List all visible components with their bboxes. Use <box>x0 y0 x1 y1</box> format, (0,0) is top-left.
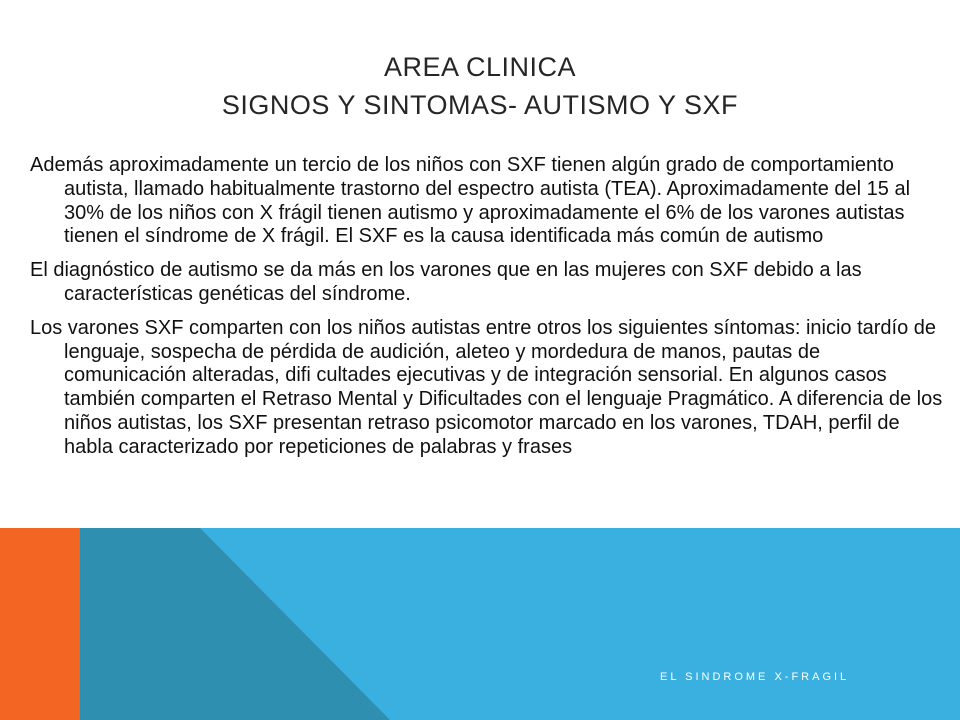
title-line-2: SIGNOS Y SINTOMAS- AUTISMO Y SXF <box>221 90 739 120</box>
title-line-1: AREA CLINICA <box>383 52 577 82</box>
paragraph-3: Los varones SXF comparten con los niños autistas entre otros los siguientes síntomas: inicio tardío de lenguaje, sospecha de pérdida de audición, aleteo y mordedura de manos, pautas de comunicación alteradas, difi cultades ejecutivas y de integración sensorial. En algunos casos también comparten el Retraso Mental y Dificultades con el lenguaje Pragmático. A diferencia de los niños autistas, los SXF presentan retraso psicomotor marcado en los varones, TDAH, perfil de habla caracterizado por repeticiones de palabras y frases <box>30 316 943 458</box>
slide-body <box>30 154 945 470</box>
slide-footer: EL SINDROME X-FRAGIL <box>660 671 850 683</box>
slide-title <box>0 48 960 124</box>
paragraph-2: El diagnóstico de autismo se da más en los varones que en las mujeres con SXF debido a las características genéticas del síndrome. <box>30 259 862 305</box>
paragraph-1: Además aproximadamente un tercio de los niños con SXF tienen algún grado de comportamiento autista, llamado habitualmente trastorno del espectro autista (TEA). Aproximadamente del 15 al 30% de los niños con X frágil tienen autismo y aproximadamente el 6% de los varones autistas tienen el síndrome de X frágil. El SXF es la causa identificada más común de autismo <box>30 154 911 248</box>
